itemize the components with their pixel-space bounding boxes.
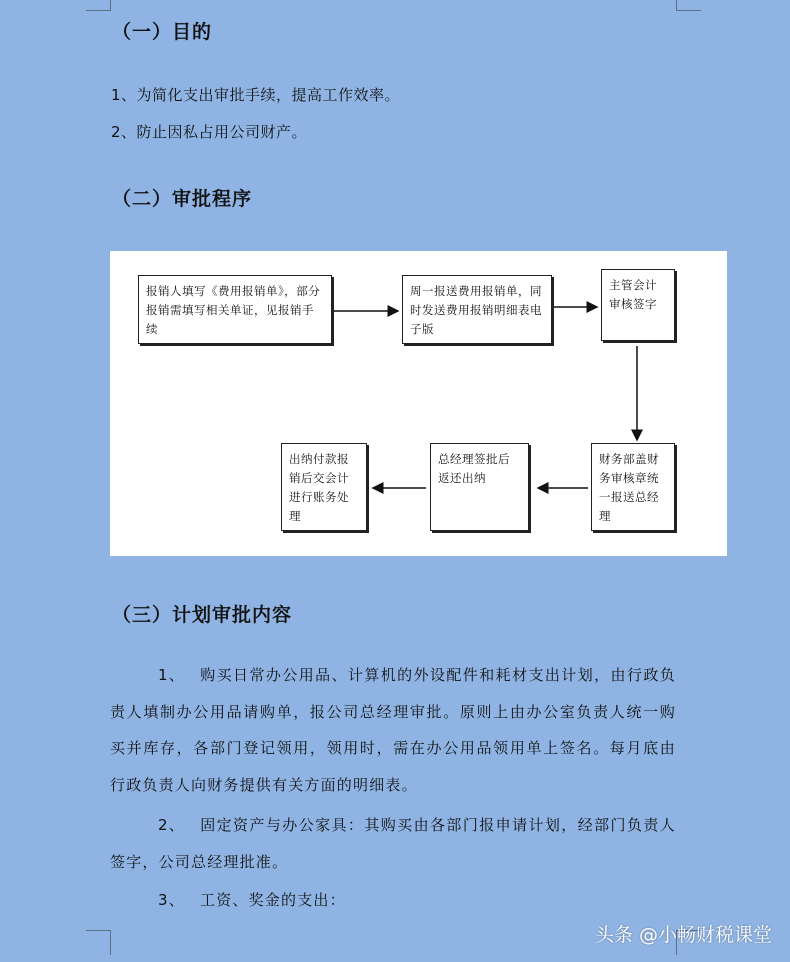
approval-flowchart [110, 251, 727, 556]
paragraph-1-number: 1、 [158, 666, 185, 684]
flow-box-accountant-review: 主管会计审核签字 [601, 269, 675, 341]
section-3-heading: （三）计划审批内容 [112, 604, 293, 626]
paragraph-2-number: 2、 [158, 816, 185, 834]
watermark: 头条 @小畅财税课堂 [594, 924, 772, 946]
paragraph-3-number: 3、 [158, 891, 185, 909]
flow-box-submit-form: 报销人填写《费用报销单》，部分报销需填写相关单证，见报销手续 [138, 275, 332, 344]
flow-box-finance-stamp: 财务部盖财务审核章统一报送总经理 [591, 443, 675, 531]
paragraph-1-text: 购买日常办公用品、计算机的外设配件和耗材支出计划，由行政负责人填制办公用品请购单，报公司总经理审批。原则上由办公室负责人统一购买并库存，各部门登记领用，领用时，需在办公用品领用单上签名。每月底由行政负责人向财务提供有关方面的明细表。 [110, 666, 676, 794]
page-corner-mark-top-right [676, 0, 701, 11]
page-corner-mark-bottom-left [86, 930, 111, 955]
flow-box-weekly-submit: 周一报送费用报销单，同时发送费用报销明细表电子版 [402, 275, 552, 344]
section-2-heading: （二）审批程序 [112, 188, 253, 210]
page-corner-mark-top-left [86, 0, 111, 11]
flow-box-gm-approval: 总经理签批后返还出纳 [430, 443, 529, 531]
purpose-item-1: 1、为简化支出审批手续，提高工作效率。 [111, 86, 401, 104]
content-paragraph-1 [110, 657, 676, 803]
content-paragraph-2 [110, 807, 676, 880]
purpose-item-2: 2、防止因私占用公司财产。 [111, 123, 308, 141]
content-paragraph-3 [110, 882, 676, 919]
flow-box-cashier-payment: 出纳付款报销后交会计进行账务处理 [281, 443, 367, 531]
paragraph-3-text: 工资、奖金的支出： [200, 891, 346, 909]
paragraph-2-text: 固定资产与办公家具：其购买由各部门报申请计划，经部门负责人签字，公司总经理批准。 [110, 816, 676, 871]
section-1-heading: （一）目的 [112, 21, 213, 43]
